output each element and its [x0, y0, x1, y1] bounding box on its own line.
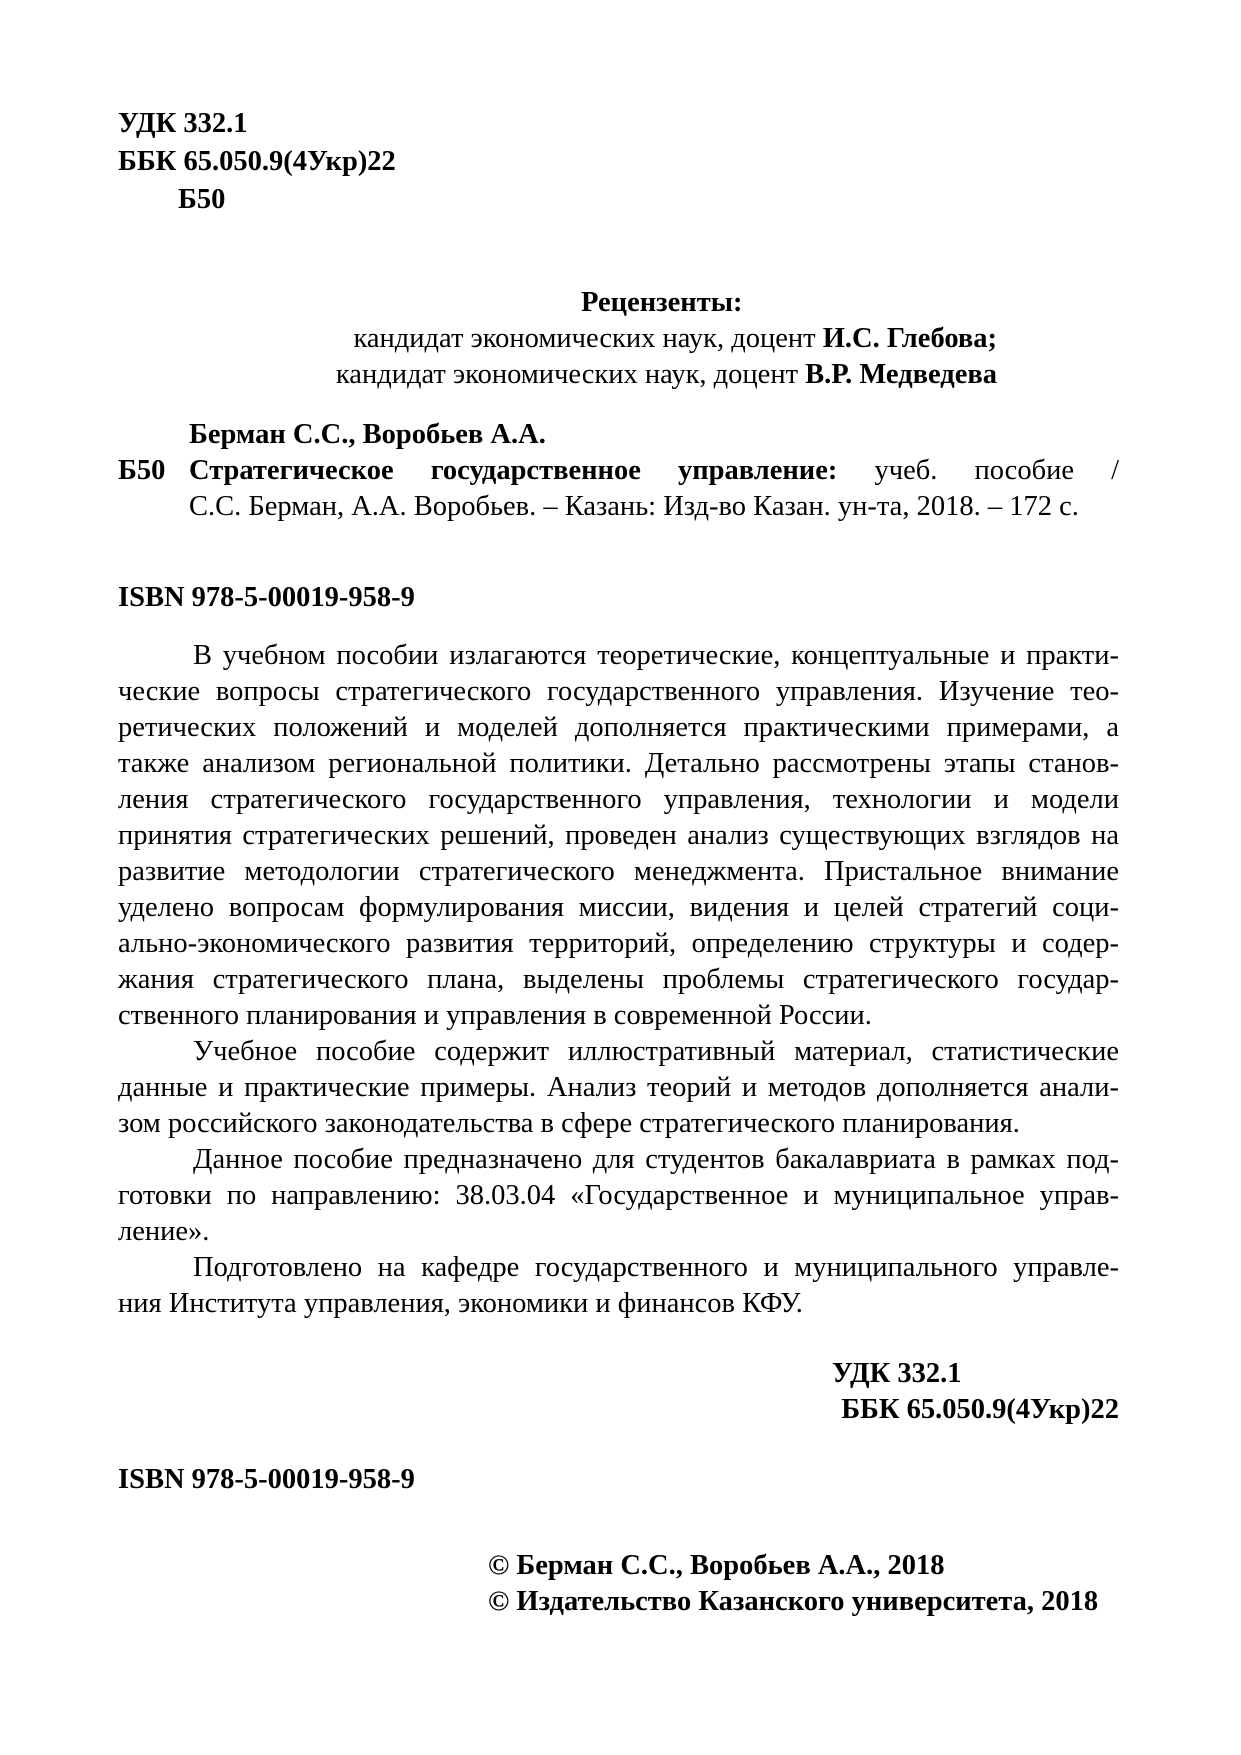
annotation-line: уделено вопросам формулирования миссии, видения и целей стратегий соци-	[118, 892, 1119, 923]
reviewer-1	[353, 321, 997, 357]
bib-word: /	[1111, 455, 1119, 486]
bib-authors: Берман С.С., Воробьев А.А.	[189, 419, 546, 450]
annotation-line: Подготовлено на кафедре государственного и муниципального управле-	[193, 1252, 1119, 1283]
bib-title-line	[189, 453, 1119, 489]
annotation-line: В учебном пособии излагаются теоретические, концептуальные и практи-	[193, 640, 1119, 671]
bib-mark: Б50	[118, 455, 166, 486]
reviewer-1-name: И.С. Глебова;	[822, 323, 997, 354]
udk-code: УДК 332.1	[118, 108, 248, 139]
bib-title: Стратегическое государственное управление:	[189, 455, 838, 486]
reviewer-2-title: кандидат экономических наук, доцент	[335, 359, 806, 390]
annotation-line: ления стратегического государственного управления, технологии и модели	[118, 784, 1119, 815]
bbk-code: ББК 65.050.9(4Укр)22	[118, 146, 396, 177]
isbn-bottom: ISBN 978-5-00019-958-9	[118, 1464, 415, 1495]
annotation-line: жания стратегического плана, выделены проблемы стратегического государ-	[118, 964, 1119, 995]
bib-imprint: С.С. Берман, А.А. Воробьев. – Казань: Изд-во Казан. ун-та, 2018. – 172 с.	[189, 491, 1079, 522]
annotation-line: готовки по направлению: 38.03.04 «Государственное и муниципальное управ-	[118, 1180, 1119, 1211]
reviewers-heading: Рецензенты:	[581, 287, 743, 318]
annotation-line: ния Института управления, экономики и финансов КФУ.	[118, 1288, 803, 1319]
annotation-line: Учебное пособие содержит иллюстративный материал, статистические	[193, 1036, 1119, 1067]
copyright-publisher: © Издательство Казанского университета, 2018	[488, 1586, 1099, 1617]
reviewer-2	[336, 357, 997, 393]
bib-word: учеб.	[874, 455, 938, 486]
reviewer-2-name: В.Р. Медведева	[805, 359, 997, 390]
annotation-line: принятия стратегических решений, проведен анализ существующих взглядов на	[118, 820, 1119, 851]
annotation-line: данные и практические примеры. Анализ теорий и методов дополняется анали-	[118, 1072, 1119, 1103]
annotation-line: ческие вопросы стратегического государственного управления. Изучение тео-	[118, 676, 1119, 707]
reviewer-1-title: кандидат экономических наук, доцент	[353, 323, 823, 354]
annotation-line: зом российского законодательства в сфере стратегического планирования.	[118, 1108, 1020, 1139]
annotation-line: ально-экономического развития территорий, определению структуры и содер-	[118, 928, 1119, 959]
bbk-code-bottom: ББК 65.050.9(4Укр)22	[841, 1394, 1119, 1425]
author-mark: Б50	[178, 184, 226, 215]
annotation-line: ретических положений и моделей дополняется практическими примерами, а	[118, 712, 1119, 743]
bib-word: пособие	[974, 455, 1074, 486]
annotation-line: развитие методологии стратегического менеджмента. Пристальное внимание	[118, 856, 1119, 887]
annotation-line: также анализом региональной политики. Детально рассмотрены этапы станов-	[118, 748, 1119, 779]
annotation-line: ление».	[118, 1216, 210, 1247]
udk-code-bottom: УДК 332.1	[832, 1358, 962, 1389]
annotation-line: Данное пособие предназначено для студентов бакалавриата в рамках под-	[193, 1144, 1119, 1175]
copyright-authors: © Берман С.С., Воробьев А.А., 2018	[488, 1550, 945, 1581]
annotation-line: ственного планирования и управления в современной России.	[118, 1000, 872, 1031]
isbn-top: ISBN 978-5-00019-958-9	[118, 582, 415, 613]
